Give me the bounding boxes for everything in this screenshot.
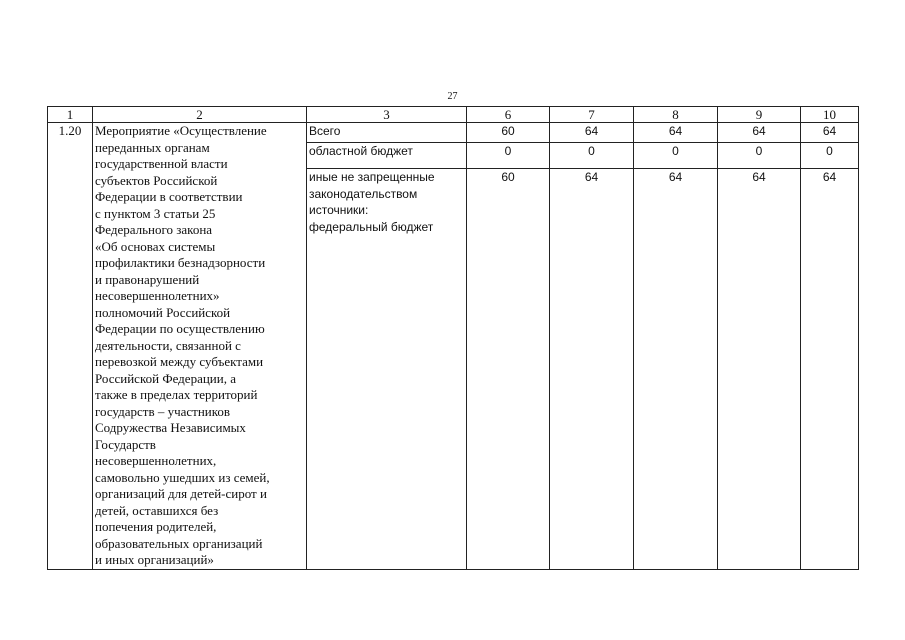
header-cell-8: 8 — [634, 107, 718, 123]
table-row-total — [48, 123, 859, 143]
description-line: перевозкой между субъектами — [95, 354, 264, 369]
value-total-col7: 64 — [550, 123, 634, 143]
source-regional-label: областной бюджет — [307, 143, 467, 169]
value-regional-col9: 0 — [718, 143, 801, 169]
description-line: несовершеннолетних, — [95, 453, 217, 468]
value-federal-col6: 60 — [467, 169, 550, 570]
description-line: образовательных организаций — [95, 535, 263, 551]
value-total-col10: 64 — [801, 123, 859, 143]
header-row — [48, 107, 859, 123]
description-line: и правонарушений — [95, 271, 200, 287]
value-federal-col9: 64 — [718, 169, 801, 570]
value-regional-col7: 0 — [550, 143, 634, 169]
value-total-col6: 60 — [467, 123, 550, 143]
description-line: детей, оставшихся без — [95, 502, 219, 518]
value-regional-col8: 0 — [634, 143, 718, 169]
description-line: полномочий Российской — [95, 304, 231, 320]
description-line: переданных органам — [95, 139, 210, 155]
description-line: попечения родителей, — [95, 519, 217, 534]
description-line: самовольно ушедших из семей, — [95, 469, 270, 485]
description-line: Содружества Независимых — [95, 420, 246, 435]
source-total-label: Всего — [307, 123, 467, 143]
source-other-line: федеральный бюджет — [309, 219, 434, 234]
description-line: организаций для детей-сирот и — [95, 486, 267, 501]
source-other-line: законодательством — [309, 186, 418, 201]
page-number: 27 — [447, 91, 458, 102]
row-number: 1.20 — [48, 123, 93, 570]
description-line: и иных организаций» — [95, 552, 214, 567]
value-federal-col8: 64 — [634, 169, 718, 570]
header-cell-6: 6 — [467, 107, 550, 123]
description-line: Государств — [95, 436, 156, 452]
value-regional-col6: 0 — [467, 143, 550, 169]
description-line: Федерации в соответствии — [95, 189, 243, 204]
header-cell-2: 2 — [93, 107, 307, 123]
description-line: государств – участников — [95, 403, 231, 419]
header-cell-1: 1 — [48, 107, 93, 123]
description-line: деятельности, связанной с — [95, 337, 241, 353]
description-line: Мероприятие «Осуществление — [95, 123, 267, 138]
description-line: субъектов Российской — [95, 172, 218, 188]
description-line: с пунктом 3 статьи 25 — [95, 205, 216, 221]
header-cell-3: 3 — [307, 107, 467, 123]
header-cell-10: 10 — [801, 107, 859, 123]
description-line: Федерации по осуществлению — [95, 321, 265, 336]
description-line: государственной власти — [95, 156, 228, 171]
source-other-line: источники: — [309, 203, 369, 217]
description-line: Федерального закона — [95, 222, 213, 237]
source-other-label — [307, 169, 467, 570]
value-total-col9: 64 — [718, 123, 801, 143]
description-line: Российской Федерации, а — [95, 370, 236, 386]
value-regional-col10: 0 — [801, 143, 859, 169]
header-cell-7: 7 — [550, 107, 634, 123]
description-line: профилактики безнадзорности — [95, 255, 266, 270]
budget-table — [47, 106, 859, 570]
value-federal-col10: 64 — [801, 169, 859, 570]
description-line: несовершеннолетних» — [95, 288, 220, 303]
description-line: также в пределах территорий — [95, 387, 258, 402]
source-other-line: иные не запрещенные — [309, 170, 435, 184]
description-line: «Об основах системы — [95, 238, 216, 254]
activity-description — [93, 123, 307, 570]
value-total-col8: 64 — [634, 123, 718, 143]
value-federal-col7: 64 — [550, 169, 634, 570]
header-cell-9: 9 — [718, 107, 801, 123]
